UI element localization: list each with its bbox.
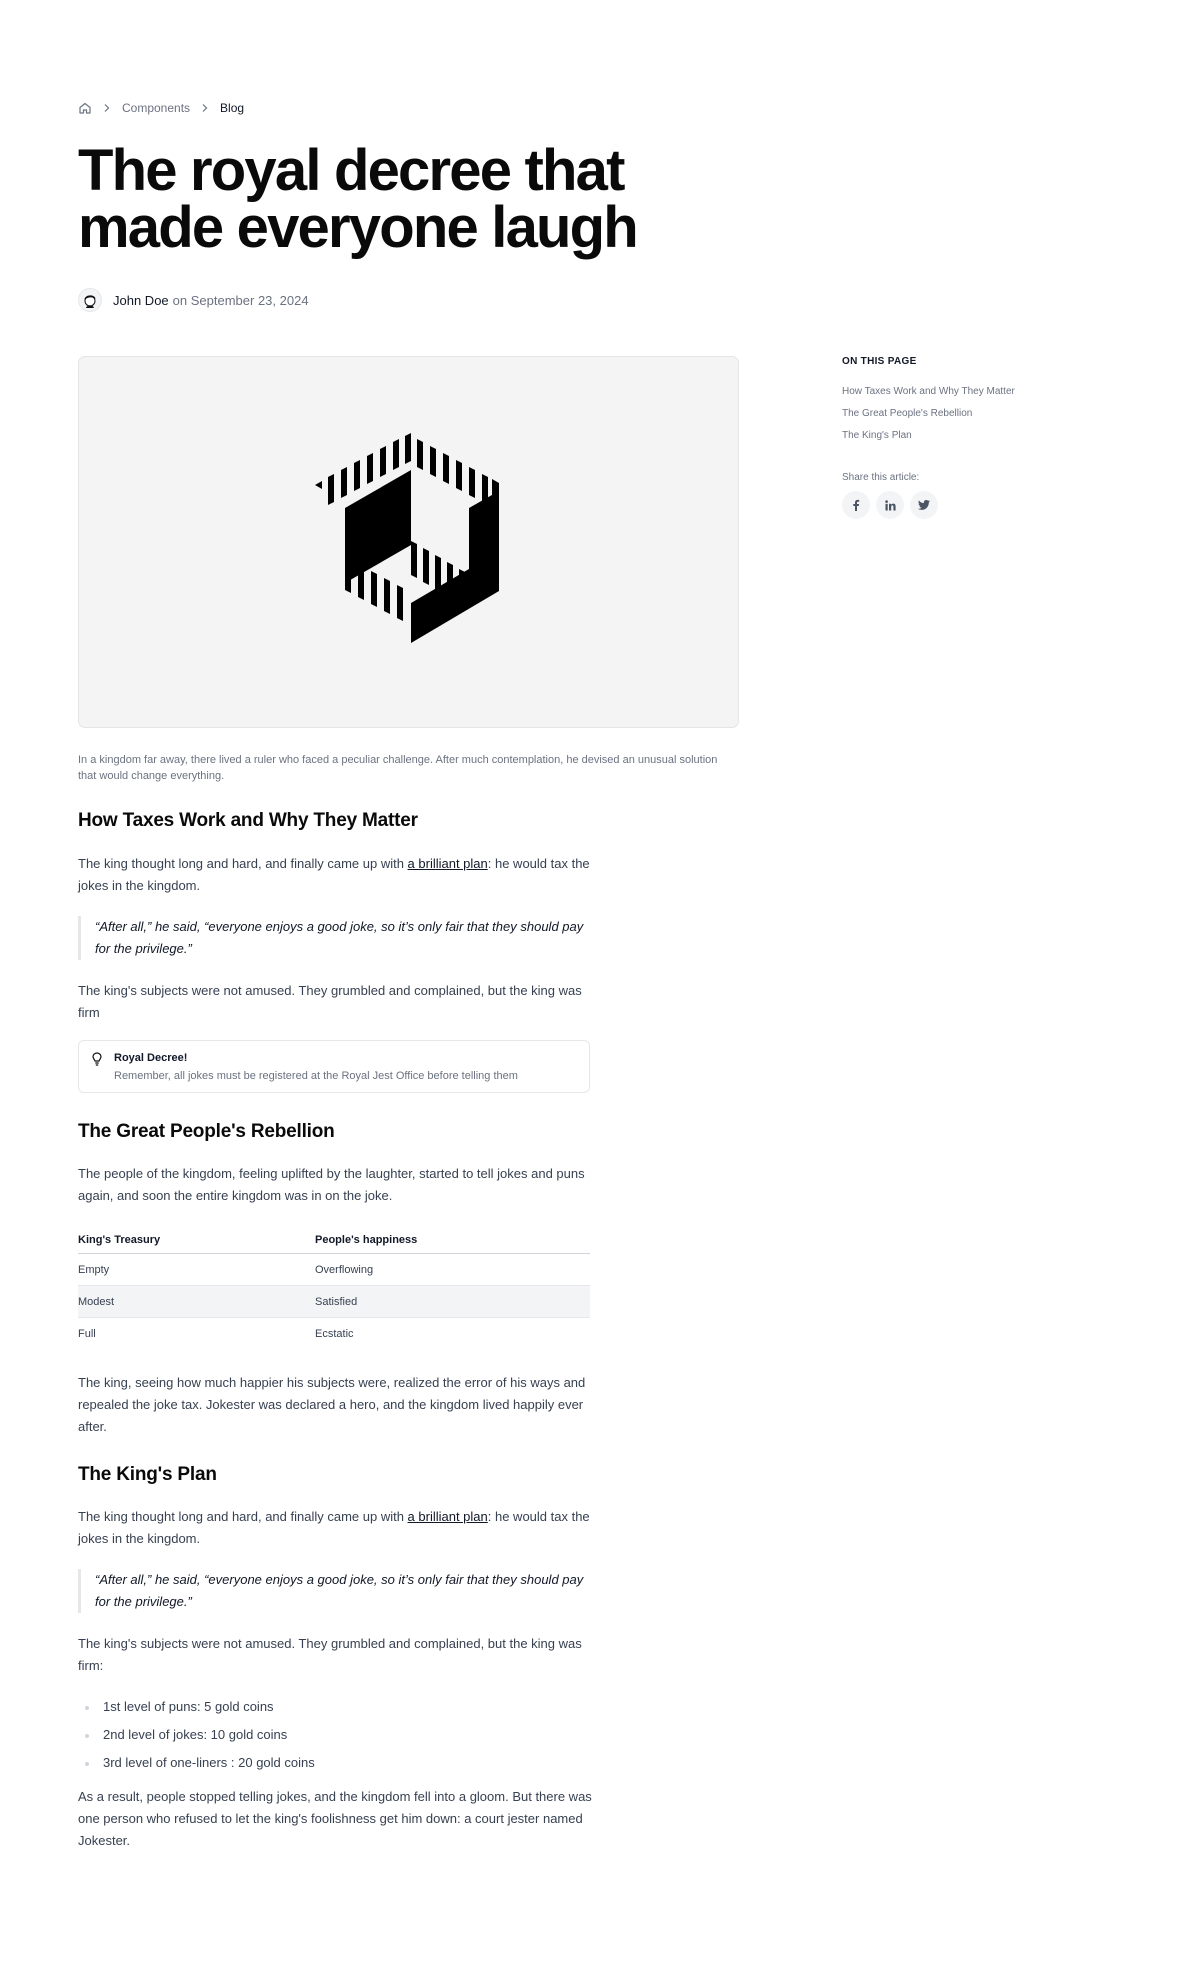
author-name[interactable]: John Doe: [113, 292, 169, 308]
date-prefix: on: [172, 292, 188, 308]
tax-levels-list: [78, 1693, 593, 1777]
table-row: [78, 1318, 590, 1350]
list-item: 2nd level of jokes: 10 gold coins: [78, 1721, 593, 1749]
list-item: 3rd level of one-liners : 20 gold coins: [78, 1749, 593, 1777]
publish-date: September 23, 2024: [190, 292, 309, 308]
image-caption: In a kingdom far away, there lived a ruler who faced a peculiar challenge. After much contemplation, he devised an unusual solution that would change everything.: [78, 754, 718, 782]
paragraph: The king's subjects were not amused. They grumbled and complained, but the king was firm:: [78, 1636, 582, 1673]
twitter-icon[interactable]: [910, 491, 938, 519]
lightbulb-icon: [92, 1052, 102, 1066]
paragraph: The people of the kingdom, feeling uplifted by the laughter, started to tell jokes and puns again, and soon the entire kingdom was in on the joke.: [78, 1166, 585, 1203]
treasury-table: [78, 1226, 590, 1350]
hero-image: [78, 356, 739, 728]
paragraph: The king, seeing how much happier his subjects were, realized the error of his ways and repealed the joke tax. Jokester was declared a hero, and the kingdom lived happily ever after.: [78, 1375, 586, 1434]
home-icon[interactable]: [78, 101, 92, 115]
toc-link-taxes[interactable]: How Taxes Work and Why They Matter: [842, 386, 1015, 397]
author-line: [78, 288, 309, 312]
toc-title: ON THIS PAGE: [842, 356, 917, 367]
blockquote: “After all,” he said, “everyone enjoys a good joke, so it’s only fair that they should pay for the privilege.”: [78, 1569, 593, 1613]
paragraph: The king's subjects were not amused. They grumbled and complained, but the king was firm: [78, 983, 582, 1020]
table-cell: Satisfied: [315, 1295, 358, 1308]
article-title: The royal decree that made everyone laugh: [78, 138, 637, 260]
facebook-icon[interactable]: [842, 491, 870, 519]
breadcrumb-blog: Blog: [220, 101, 245, 115]
table-cell: Modest: [78, 1295, 115, 1308]
table-cell: Full: [78, 1328, 96, 1340]
list-item: 1st level of puns: 5 gold coins: [78, 1693, 593, 1721]
breadcrumb-components[interactable]: Components: [122, 101, 191, 115]
paragraph: As a result, people stopped telling jokes, and the kingdom fell into a gloom. But there was one person who refused to let the king's foolishness get him down: a court jester named Jokester.: [78, 1789, 592, 1848]
blockquote: “After all,” he said, “everyone enjoys a good joke, so it’s only fair that they should pay for the privilege.”: [78, 916, 593, 960]
table-header: [78, 1226, 590, 1254]
column-header: King's Treasury: [78, 1233, 161, 1246]
table-of-contents: [842, 356, 1082, 447]
logo-icon: [315, 433, 505, 645]
table-cell: Overflowing: [315, 1263, 374, 1276]
toc-link-rebellion[interactable]: The Great People's Rebellion: [842, 408, 973, 419]
chevron-right-icon: [102, 103, 112, 113]
chevron-right-icon: [200, 103, 210, 113]
callout-body: Remember, all jokes must be registered at the Royal Jest Office before telling them: [114, 1070, 518, 1082]
share-label: Share this article:: [842, 472, 920, 483]
share-buttons: [842, 491, 938, 519]
heading-kings-plan: The King's Plan: [78, 1464, 217, 1485]
avatar: [78, 288, 102, 312]
paragraph: The king thought long and hard, and finally came up with a brilliant plan: he would tax the jokes in the kingdom.: [78, 856, 590, 893]
table-row: [78, 1286, 590, 1318]
brilliant-plan-link[interactable]: a brilliant plan: [407, 856, 488, 871]
heading-rebellion: The Great People's Rebellion: [78, 1121, 335, 1142]
callout-title: Royal Decree!: [114, 1052, 188, 1064]
brilliant-plan-link[interactable]: a brilliant plan: [407, 1509, 488, 1524]
column-header: People's happiness: [315, 1233, 418, 1246]
heading-taxes: How Taxes Work and Why They Matter: [78, 810, 418, 831]
breadcrumb: [78, 100, 244, 116]
table-cell: Empty: [78, 1263, 110, 1276]
table-cell: Ecstatic: [315, 1328, 354, 1340]
royal-decree-callout: [78, 1040, 590, 1093]
toc-link-kings-plan[interactable]: The King's Plan: [842, 430, 912, 441]
table-row: [78, 1254, 590, 1286]
linkedin-icon[interactable]: [876, 491, 904, 519]
paragraph: The king thought long and hard, and finally came up with a brilliant plan: he would tax the jokes in the kingdom.: [78, 1509, 590, 1546]
